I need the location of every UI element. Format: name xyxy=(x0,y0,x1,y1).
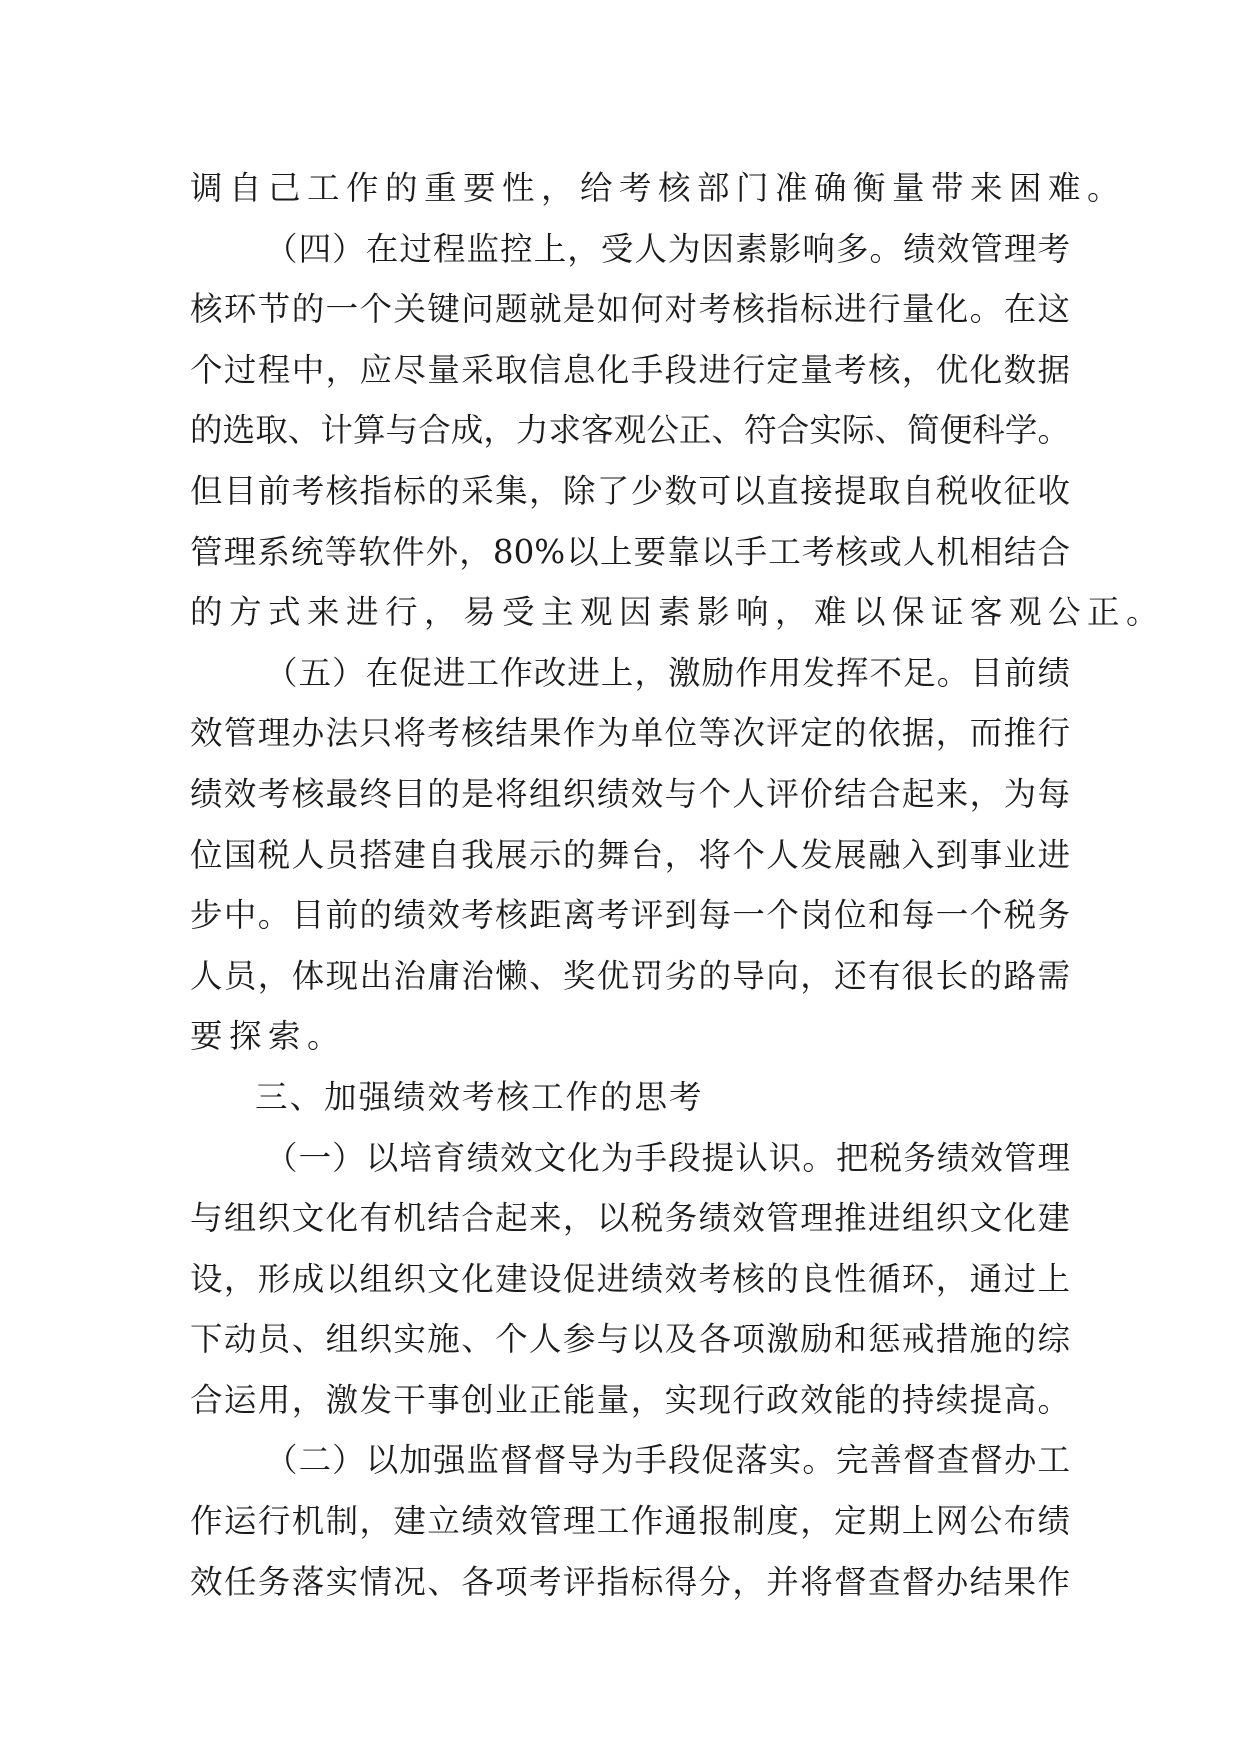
paragraph-start-line: （五）在促进工作改进上，激励作用发挥不足。目前绩 xyxy=(265,653,1070,692)
text-line: 与组织文化有机结合起来，以税务绩效管理推进组织文化建 xyxy=(190,1199,1070,1238)
text-line: 调自己工作的重要性，给考核部门准确衡量带来困难。 xyxy=(190,169,1127,207)
text-line: 人员，体现出治庸治懒、奖优罚劣的导向，还有很长的路需 xyxy=(190,956,1070,995)
text-line: 管理系统等软件外，80%以上要靠以手工考核或人机相结合 xyxy=(190,532,1070,571)
text-line: 位国税人员搭建自我展示的舞台，将个人发展融入到事业进 xyxy=(190,835,1070,874)
paragraph-start-line: （二）以加强监督督导为手段促落实。完善督查督办工 xyxy=(265,1441,1070,1480)
text-line: 下动员、组织实施、个人参与以及各项激励和惩戒措施的综 xyxy=(190,1320,1070,1359)
document-body xyxy=(190,158,1166,1612)
text-line: 合运用，激发干事创业正能量，实现行政效能的持续提高。 xyxy=(190,1380,1070,1419)
paragraph-start-line: （一）以培育绩效文化为手段提认识。把税务绩效管理 xyxy=(265,1138,1070,1177)
text-line: 效管理办法只将考核结果作为单位等次评定的依据，而推行 xyxy=(190,714,1070,753)
text-line: 绩效考核最终目的是将组织绩效与个人评价结合起来，为每 xyxy=(190,774,1070,813)
text-line: 个过程中，应尽量采取信息化手段进行定量考核，优化数据 xyxy=(190,350,1070,389)
paragraph-start-line: （四）在过程监控上，受人为因素影响多。绩效管理考 xyxy=(265,229,1070,268)
section-heading: 三、加强绩效考核工作的思考 xyxy=(255,1077,704,1116)
text-line: 要探索。 xyxy=(190,1017,347,1056)
text-line: 核环节的一个关键问题就是如何对考核指标进行量化。在这 xyxy=(190,290,1070,329)
text-line: 的选取、计算与合成，力求客观公正、符合实际、简便科学。 xyxy=(190,411,1070,450)
text-line: 作运行机制，建立绩效管理工作通报制度，定期上网公布绩 xyxy=(190,1502,1070,1541)
text-line: 但目前考核指标的采集，除了少数可以直接提取自税收征收 xyxy=(190,471,1070,510)
text-line: 设，形成以组织文化建设促进绩效考核的良性循环，通过上 xyxy=(190,1259,1070,1298)
text-line: 的方式来进行，易受主观因素影响，难以保证客观公正。 xyxy=(190,593,1166,632)
text-line: 效任务落实情况、各项考评指标得分，并将督查督办结果作 xyxy=(190,1562,1070,1601)
text-line: 步中。目前的绩效考核距离考评到每一个岗位和每一个税务 xyxy=(190,896,1070,935)
